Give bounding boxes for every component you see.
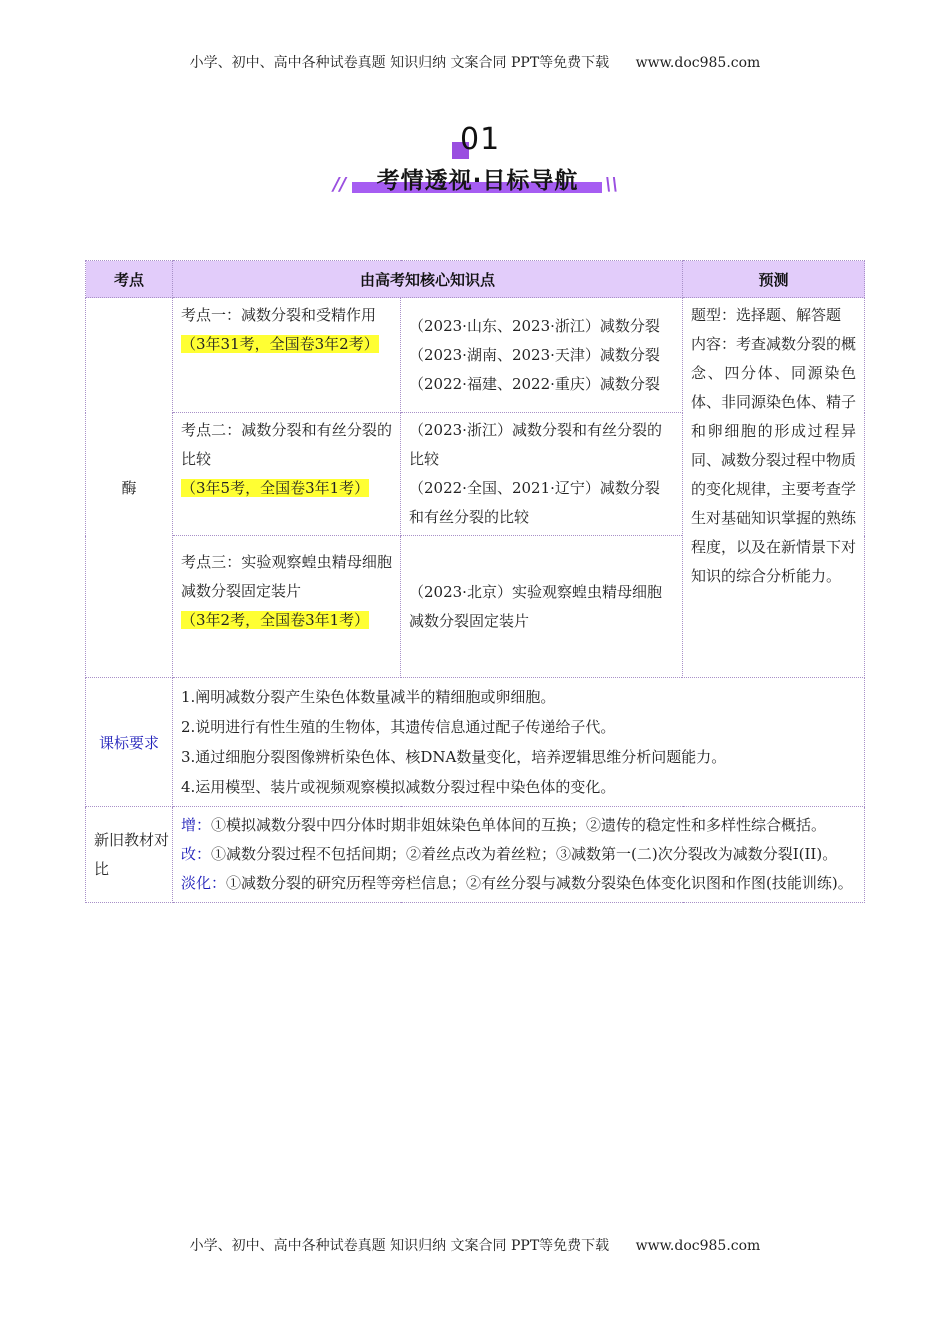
page-header	[0, 52, 950, 72]
curriculum-item: 3.通过细胞分裂图像辨析染色体、核DNA数量变化，培养逻辑思维分析问题能力。	[181, 748, 727, 766]
papers-cell-1	[401, 298, 683, 413]
header-prediction: 预测	[683, 261, 865, 298]
compare-fade-text: ①减数分裂的研究历程等旁栏信息；②有丝分裂与减数分裂染色体变化识图和作图(技能训练)。	[226, 874, 853, 892]
left-slash-decoration: //	[333, 174, 347, 195]
table-row	[86, 298, 865, 413]
header-url[interactable]: www.doc985.com	[635, 55, 761, 71]
point-title: 考点三：实验观察蝗虫精母细胞减数分裂固定装片	[181, 553, 392, 600]
curriculum-item: 4.运用模型、装片或视频观察模拟减数分裂过程中染色体的变化。	[181, 778, 616, 796]
point-stat: （3年2考，全国卷3年1考）	[181, 611, 370, 629]
point-title: 考点二：减数分裂和有丝分裂的比较	[181, 421, 392, 468]
topic-text: 酶	[121, 479, 137, 497]
point-title: 考点一：减数分裂和受精作用	[181, 306, 377, 324]
prediction-type: 题型：选择题、解答题	[691, 306, 842, 324]
paper-item: （2022·全国、2021·辽宁）减数分裂和有丝分裂的比较	[409, 479, 660, 526]
curriculum-item: 1.阐明减数分裂产生染色体数量减半的精细胞或卵细胞。	[181, 688, 556, 706]
compare-add-text: ①模拟减数分裂中四分体时期非姐妹染色单体间的互换；②遗传的稳定性和多样性综合概括。	[211, 816, 827, 834]
prediction-content: 内容：考查减数分裂的概念、四分体、同源染色体、非同源染色体、精子和卵细胞的形成过程异同、减数分裂过程中物质的变化规律，主要考查学生对基础知识掌握的熟练程度，以及在新情景下对知识的综合分析能力。	[691, 335, 857, 585]
paper-item: （2023·浙江）减数分裂和有丝分裂的比较	[409, 421, 662, 468]
prediction-cell	[683, 298, 865, 678]
point-cell-2	[173, 413, 401, 536]
paper-item: （2022·福建、2022·重庆）减数分裂	[409, 374, 660, 393]
compare-fade-label: 淡化：	[181, 874, 227, 892]
compare-change-label: 改：	[181, 845, 212, 863]
section-number	[452, 122, 512, 162]
right-slash-decoration: \\	[605, 174, 619, 195]
page-footer	[0, 1235, 950, 1255]
exam-analysis-table	[85, 260, 865, 903]
section-number-text: 01	[460, 122, 501, 157]
topic-cell	[86, 298, 173, 678]
header-topic: 考点	[86, 261, 173, 298]
footer-url[interactable]: www.doc985.com	[635, 1238, 761, 1254]
section-title	[0, 118, 950, 198]
compare-cell	[173, 807, 865, 903]
header-text: 小学、初中、高中各种试卷真题 知识归纳 文案合同 PPT等免费下载	[189, 55, 610, 71]
footer-text: 小学、初中、高中各种试卷真题 知识归纳 文案合同 PPT等免费下载	[189, 1238, 610, 1254]
curriculum-label: 课标要求	[98, 733, 159, 752]
paper-item: （2023·湖南、2023·天津）减数分裂	[409, 345, 660, 364]
paper-item: （2023·北京）实验观察蝗虫精母细胞减数分裂固定装片	[409, 582, 662, 630]
curriculum-cell	[173, 678, 865, 807]
header-knowledge: 由高考知核心知识点	[173, 261, 683, 298]
table-row	[86, 678, 865, 807]
papers-cell-2	[401, 413, 683, 536]
table-header-row	[86, 261, 865, 298]
point-stat: （3年31考，全国卷3年2考）	[181, 335, 379, 353]
papers-cell-3	[401, 536, 683, 678]
compare-change-text: ①减数分裂过程不包括间期；②着丝点改为着丝粒；③减数第一(二)次分裂改为减数分裂Ⅰ(II)。	[211, 845, 838, 863]
compare-label: 新旧教材对比	[94, 830, 170, 878]
point-cell-1	[173, 298, 401, 413]
compare-label-cell	[86, 807, 173, 903]
point-cell-3	[173, 536, 401, 678]
paper-item: （2023·山东、2023·浙江）减数分裂	[409, 316, 660, 335]
compare-add-label: 增：	[181, 816, 212, 834]
section-title-text: 考情透视·目标导航	[376, 168, 579, 194]
point-stat: （3年5考，全国卷3年1考）	[181, 479, 370, 497]
table-row	[86, 807, 865, 903]
curriculum-item: 2.说明进行有性生殖的生物体，其遗传信息通过配子传递给子代。	[181, 718, 616, 736]
curriculum-label-cell	[86, 678, 173, 807]
